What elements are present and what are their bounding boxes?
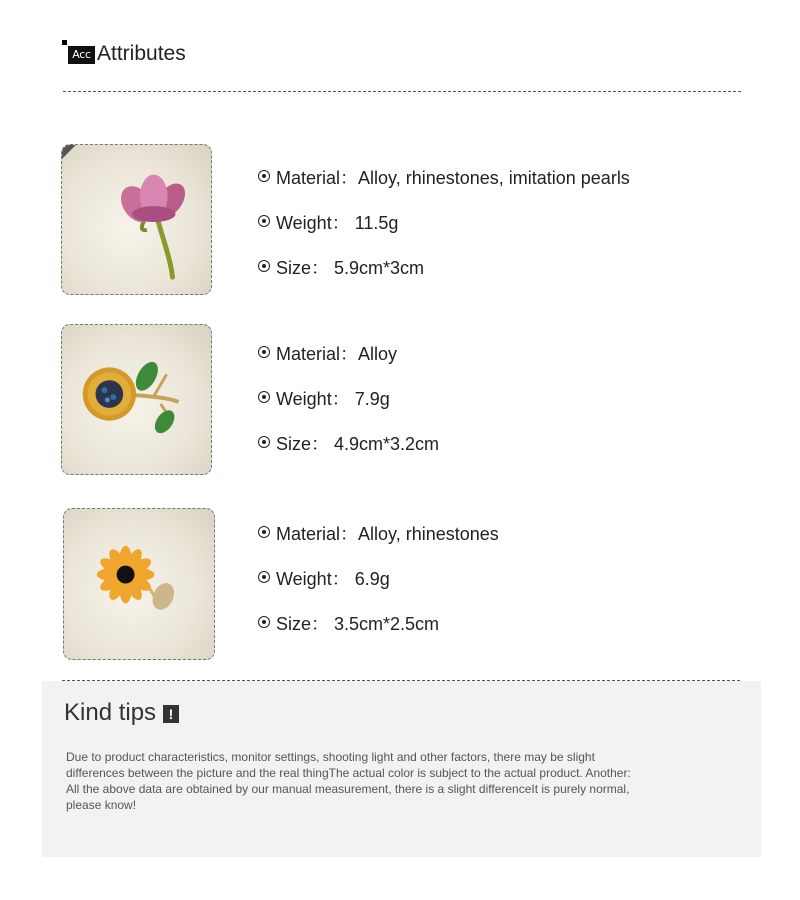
attribute-label: Material：Alloy, rhinestones, imitation pearls xyxy=(276,168,630,188)
attribute-label: Material：Alloy, rhinestones xyxy=(276,524,499,544)
product-image xyxy=(61,324,212,475)
product-image xyxy=(61,144,212,295)
attribute-label: Weight： 7.9g xyxy=(276,389,390,409)
kind-tips-panel xyxy=(42,681,761,857)
bullet-icon xyxy=(258,391,270,403)
bullet-icon xyxy=(258,215,270,227)
header-dot xyxy=(62,40,67,45)
exclamation-icon: ! xyxy=(163,705,179,723)
product-item xyxy=(0,508,800,662)
attribute-label: Weight： 11.5g xyxy=(276,213,399,233)
product-item xyxy=(0,144,800,298)
top-divider xyxy=(63,91,741,92)
bullet-icon xyxy=(258,260,270,272)
lotus-brooch-icon xyxy=(62,145,211,294)
attribute-label: Material：Alloy xyxy=(276,344,398,364)
product-item xyxy=(0,324,800,478)
bullet-icon xyxy=(258,346,270,358)
tips-title: Kind tips xyxy=(64,699,157,726)
tips-divider xyxy=(62,680,740,681)
attribute-label: Weight： 6.9g xyxy=(276,569,390,589)
bullet-icon xyxy=(258,170,270,182)
bullet-icon xyxy=(258,526,270,538)
bullet-icon xyxy=(258,571,270,583)
bullet-icon xyxy=(258,616,270,628)
product-image xyxy=(63,508,215,660)
header-badge: Acc xyxy=(68,46,95,64)
tips-text: Due to product characteristics, monitor settings, shooting light and other factors, there may be slight differences between the picture and the real thingThe actual color is subject to the actual product. Another: All the above data are obtained by our manual measurement, there is a slight differenceIt is purely normal, please know! xyxy=(66,750,631,812)
sunflower-brooch-icon xyxy=(62,325,211,474)
bullet-icon xyxy=(258,436,270,448)
attribute-label: Size： 5.9cm*3cm xyxy=(276,258,425,278)
section-title: Attributes xyxy=(97,42,186,65)
attribute-label: Size： 4.9cm*3.2cm xyxy=(276,434,440,454)
attribute-label: Size： 3.5cm*2.5cm xyxy=(276,614,440,634)
daisy-brooch-icon xyxy=(64,509,214,659)
